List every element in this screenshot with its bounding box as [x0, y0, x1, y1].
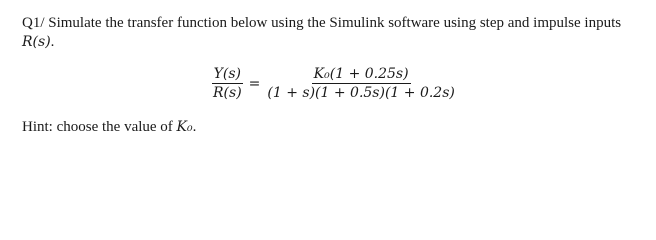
question-text: Q1/ Simulate the transfer function below using the Simulink software using step and impulse inputs	[22, 15, 622, 31]
hint-period: .	[192, 119, 197, 135]
lhs-denominator: R(s)	[213, 85, 242, 101]
question-paragraph	[22, 14, 642, 52]
input-symbol: R(s)	[22, 34, 51, 50]
transfer-function-equation	[211, 65, 457, 102]
rhs-denominator: (1 + s)(1 + 0.5s)(1 + 0.2s)	[267, 85, 455, 101]
rhs-numerator: K₀(1 + 0.25s)	[313, 66, 409, 82]
question-period: .	[50, 34, 55, 50]
equals-sign: =	[248, 75, 261, 92]
lhs-numerator: Y(s)	[213, 66, 241, 82]
hint-line	[22, 118, 196, 137]
hint-symbol: K₀	[176, 119, 193, 135]
rhs-fraction	[265, 65, 456, 102]
hint-text: Hint: choose the value of	[22, 119, 173, 135]
lhs-fraction	[211, 65, 244, 102]
